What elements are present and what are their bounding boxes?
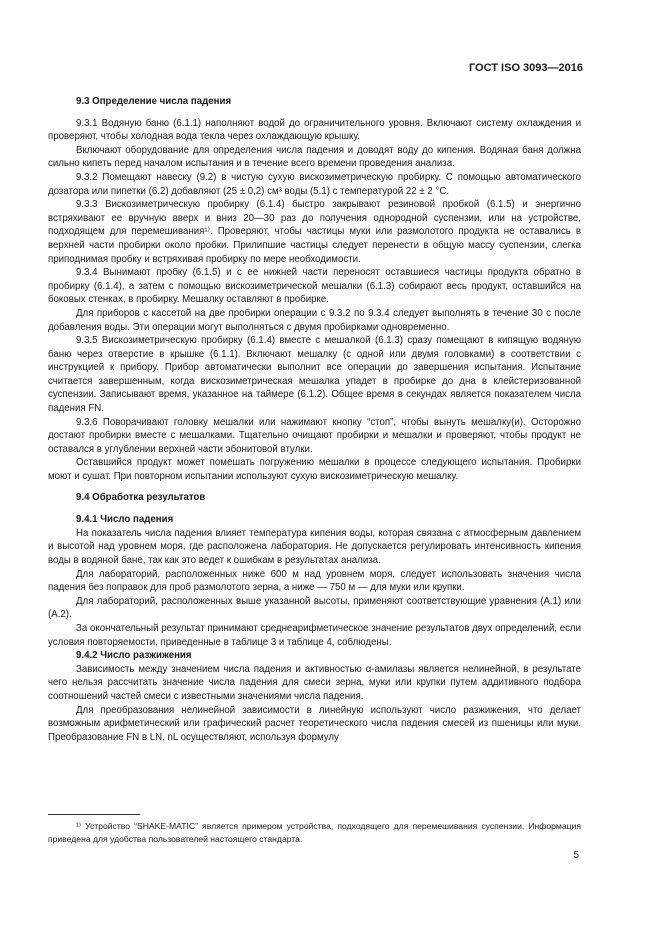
standard-designation: ГОСТ ISO 3093—2016 xyxy=(468,62,583,74)
paragraph-9-4-1-a: На показатель числа падения влияет температура кипения воды, которая связана с атмосферным давлением и высотой над уровнем моря, где расположена лаборатория. Не допускается регулировать интенсивность кипения воды в водяной бане, так как это ведет к ошибкам в результатах анализа. xyxy=(48,527,581,566)
paragraph-9-4-2-b: Для преобразования нелинейной зависимости в линейную используют число разжижения, что делает возможным арифметический или графический расчет теоретического числа падения смесей из пшеницы или муки. Преобразование FN в LN, nL осуществляют, используя формулу xyxy=(48,704,581,743)
subsection-heading-9-4-1: 9.4.1 Число падения xyxy=(76,514,174,526)
paragraph-9-4-1-c: Для лабораторий, расположенных выше указанной высоты, применяют соответствующие уравнения (А.1) или (А.2). xyxy=(48,595,581,621)
document-body xyxy=(48,92,581,744)
section-heading-9-4: 9.4 Обработка результатов xyxy=(76,491,206,503)
page-number: 5 xyxy=(573,850,579,861)
paragraph-residue: Оставшийся продукт может помешать погружению мешалки в процессе следующего испытания. Пробирки моют и сушат. При повторном испытании используют сухую вискозиметрическую мешалку. xyxy=(48,457,581,483)
footnote: ¹⁾ Устройство “SHAKE-MATIC” является примером устройства, подходящего для перемешивания суспензии. Информация приведена для удобства пользователей настоящего стандарта. xyxy=(48,821,581,844)
paragraph-cassette: Для приборов с кассетой на две пробирки операции с 9.3.2 по 9.3.4 следует выполнять в течение 30 с после добавления воды. Эти операции могут выполняться с двумя пробирками одновременно. xyxy=(48,307,581,333)
paragraph-9-3-3: 9.3.3 Вискозиметрическую пробирку (6.1.4) быстро закрывают резиновой пробкой (6.1.5) и энергично встряхивают ее вручную вверх и вниз 20—30 раз до получения однородной суспензии, или на устройстве, подходящем для перемешивания¹⁾. Проверяют, чтобы частицы муки или размолотого продукта не оставались в верхней части пробирки около пробки. Прилипшие частицы следует перенести в общую массу суспензии, слегка приподнимая пробку и встряхивая пробирку по мере необходимости. xyxy=(48,199,581,265)
paragraph-9-4-1-d: За окончательный результат принимают среднеарифметическое значение результатов двух определений, если условия повторяемости, приведенные в таблице 3 и таблице 4, соблюдены. xyxy=(48,622,581,648)
subsection-heading-9-4-2: 9.4.2 Число разжижения xyxy=(76,650,192,662)
paragraph-9-3-1: 9.3.1 Водяную баню (6.1.1) наполняют водой до ограничительного уровня. Включают систему охлаждения и проверяют, чтобы холодная вода текла через охлаждающую крышку. xyxy=(48,117,581,143)
paragraph-boiling: Включают оборудование для определения числа падения и доводят воду до кипения. Водяная баня должна сильно кипеть перед началом испытания и в течение всего времени проведения анализа. xyxy=(48,144,581,170)
paragraph-9-3-5: 9.3.5 Вискозиметрическую пробирку (6.1.4) вместе с мешалкой (6.1.3) сразу помещают в кипящую водяную баню через отверстие в крышке (6.1.1). Включают мешалку (с одной или двумя головками) в соответствии с инструкцией к прибору. Прибор автоматически выполнит все операции до завершения испытания. Испытание считается завершенным, когда вискозиметрическая мешалка упадет в пробирке до дна в клейстеризованной суспензии. Записывают время, указанное на таймере (6.1.2). Общее время в секундах является показателем числа падения FN. xyxy=(48,335,581,415)
footnote-divider xyxy=(48,814,140,815)
section-heading-9-3: 9.3 Определение числа падения xyxy=(76,96,232,107)
paragraph-9-3-6: 9.3.6 Поворачивают головку мешалки или нажимают кнопку “стоп”, чтобы вынуть мешалку(и). Осторожно достают пробирки вместе с мешалками. Тщательно очищают пробирки и мешалки и проверяют, чтобы продукт не оставался в углублении верхней части эбонитовой втулки. xyxy=(48,416,581,455)
paragraph-9-4-2-a: Зависимость между значением числа падения и активностью α-амилазы является нелинейной, в результате чего нельзя рассчитать значение числа падения для смеси зерна, муки или крупки путем аддитивного подбора соотношений частей смеси с известными значениями числа падения. xyxy=(48,663,581,702)
paragraph-9-3-4: 9.3.4 Вынимают пробку (6.1.5) и с ее нижней части переносят оставшиеся частицы продукта обратно в пробирку (6.1.4), а затем с помощью вискозиметрической мешалки (6.1.3) собирают весь продукт, оставшийся на боковых стенках, в пробирку. Мешалку оставляют в пробирке. xyxy=(48,267,581,306)
paragraph-9-4-1-b: Для лабораторий, расположенных ниже 600 м над уровнем моря, следует использовать значения числа падения без поправок для проб размолотого зерна, а ниже — 750 м — для муки или крупки. xyxy=(48,568,581,594)
paragraph-9-3-2: 9.3.2 Помещают навеску (9.2) в чистую сухую вискозиметрическую пробирку. С помощью автоматического дозатора или пипетки (6.2) добавляют (25 ± 0,2) см³ воды (5.1) с температурой 22 ± 2 °С. xyxy=(48,171,581,197)
